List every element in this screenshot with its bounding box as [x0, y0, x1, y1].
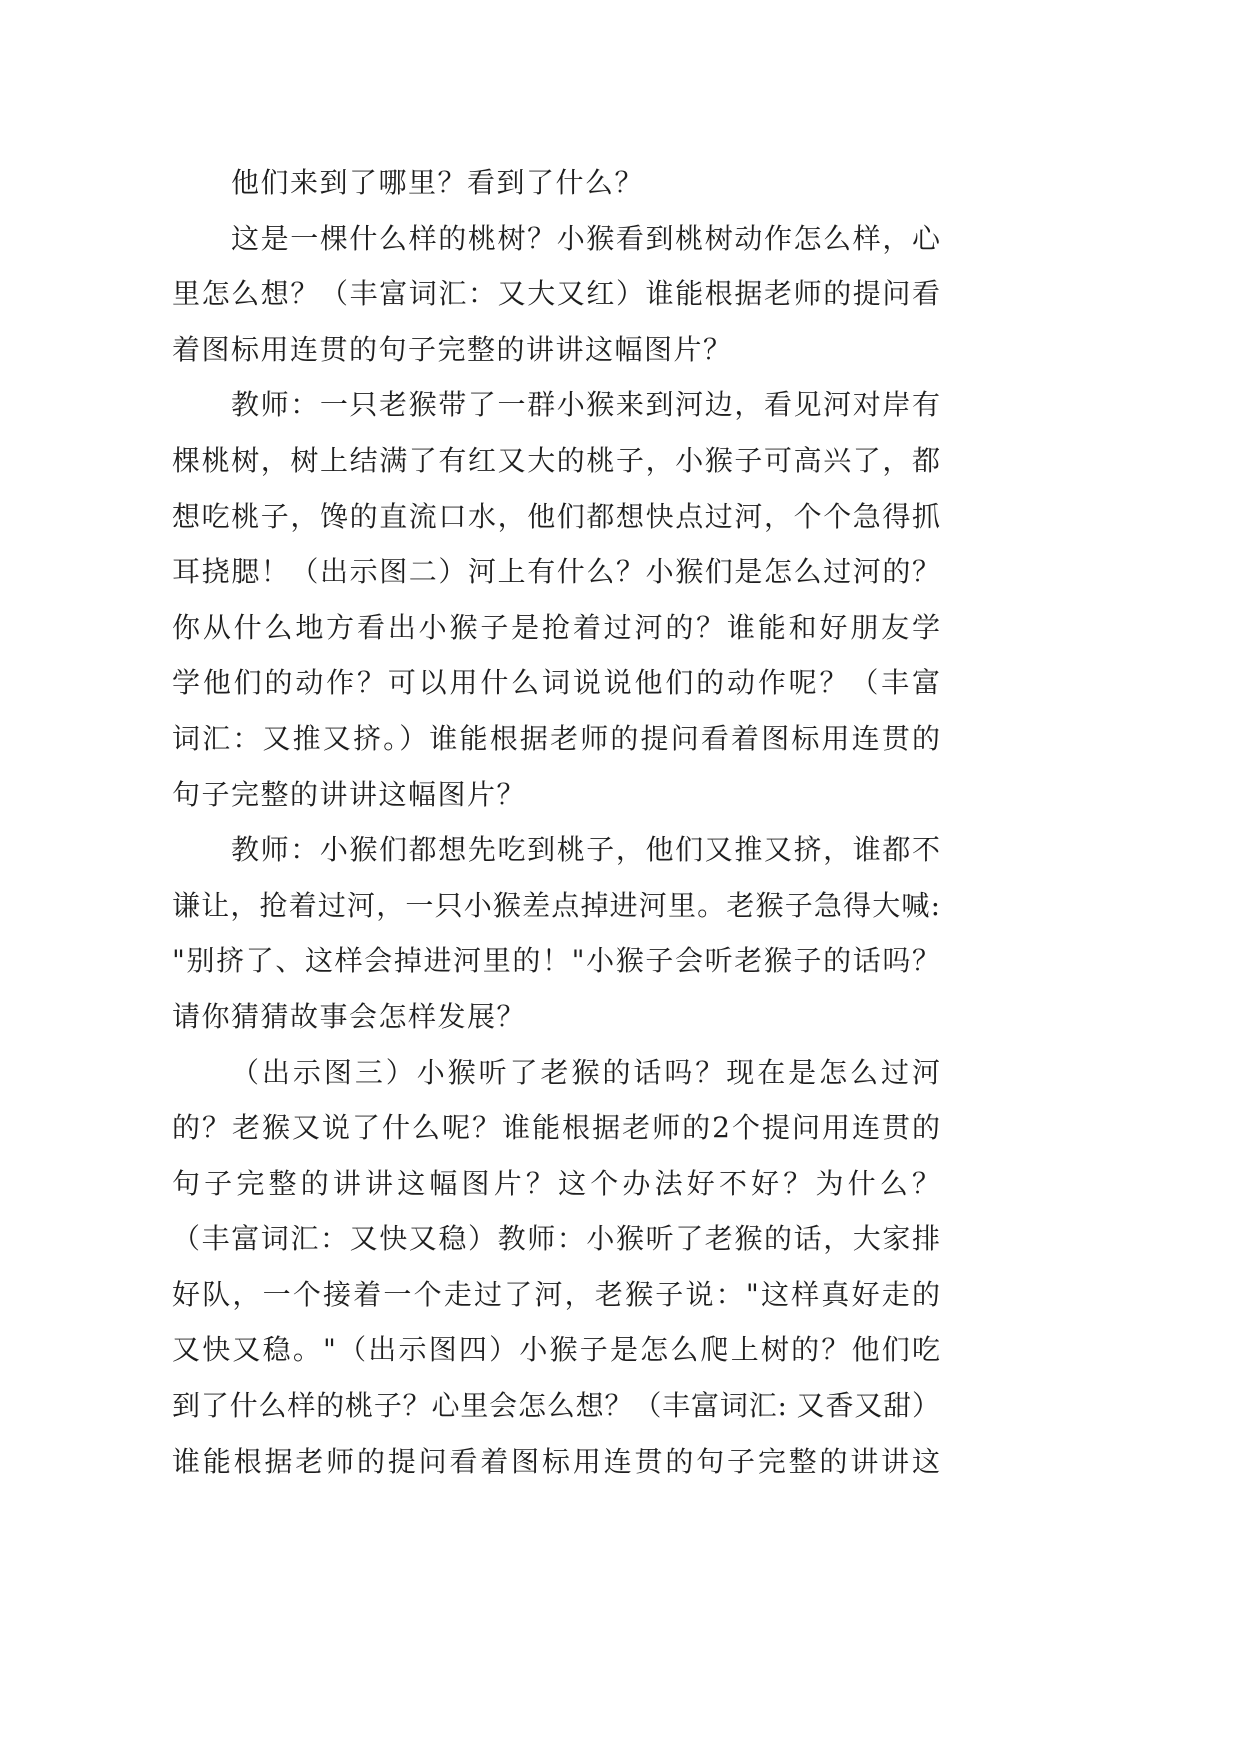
text-line: 好队，一个接着一个走过了河，老猴子说："这样真好走的	[172, 1277, 940, 1311]
text-line: 谁能根据老师的提问看着图标用连贯的句子完整的讲讲这	[172, 1444, 940, 1478]
text-line: 句子完整的讲讲这幅图片？	[172, 777, 527, 811]
text-line: 耳挠腮！（出示图二）河上有什么？小猴们是怎么过河的？	[172, 555, 940, 589]
document-body	[172, 155, 940, 1489]
text-line: 又快又稳。"（出示图四）小猴子是怎么爬上树的？他们吃	[172, 1333, 940, 1367]
text-line: 教师：小猴们都想先吃到桃子，他们又推又挤，谁都不	[231, 833, 940, 867]
text-line: 着图标用连贯的句子完整的讲讲这幅图片？	[172, 332, 733, 366]
text-line: （丰富词汇：又快又稳）教师：小猴听了老猴的话，大家排	[172, 1222, 940, 1256]
paragraph	[172, 822, 940, 1044]
text-line: （出示图三）小猴听了老猴的话吗？现在是怎么过河	[231, 1055, 940, 1089]
paragraph	[172, 211, 940, 378]
paragraph	[172, 155, 940, 211]
text-line: 想吃桃子，馋的直流口水，他们都想快点过河，个个急得抓	[172, 499, 940, 533]
text-line: 你从什么地方看出小猴子是抢着过河的？谁能和好朋友学	[172, 610, 940, 644]
text-line: 他们来到了哪里？看到了什么？	[231, 166, 645, 199]
text-line: 句子完整的讲讲这幅图片？这个办法好不好？为什么？	[172, 1166, 940, 1200]
text-line: 棵桃树，树上结满了有红又大的桃子，小猴子可高兴了，都	[172, 443, 940, 477]
text-line: 请你猜猜故事会怎样发展？	[172, 999, 527, 1033]
text-line: 词汇：又推又挤。）谁能根据老师的提问看着图标用连贯的	[172, 721, 940, 755]
text-line: 这是一棵什么样的桃树？小猴看到桃树动作怎么样，心	[231, 221, 940, 255]
text-line: 教师：一只老猴带了一群小猴来到河边，看见河对岸有	[231, 388, 940, 422]
text-line: 谦让，抢着过河，一只小猴差点掉进河里。老猴子急得大喊:	[172, 888, 940, 922]
paragraph	[172, 1045, 940, 1490]
text-line: 里怎么想？（丰富词汇：又大又红）谁能根据老师的提问看	[172, 277, 940, 311]
text-line: "别挤了、这样会掉进河里的！"小猴子会听老猴子的话吗？	[172, 944, 940, 978]
text-line: 的？老猴又说了什么呢？谁能根据老师的2个提问用连贯的	[172, 1111, 940, 1145]
paragraph	[172, 377, 940, 822]
text-line: 学他们的动作？可以用什么词说说他们的动作呢？（丰富	[172, 666, 940, 700]
text-line: 到了什么样的桃子？心里会怎么想？（丰富词汇: 又香又甜）	[172, 1389, 940, 1423]
